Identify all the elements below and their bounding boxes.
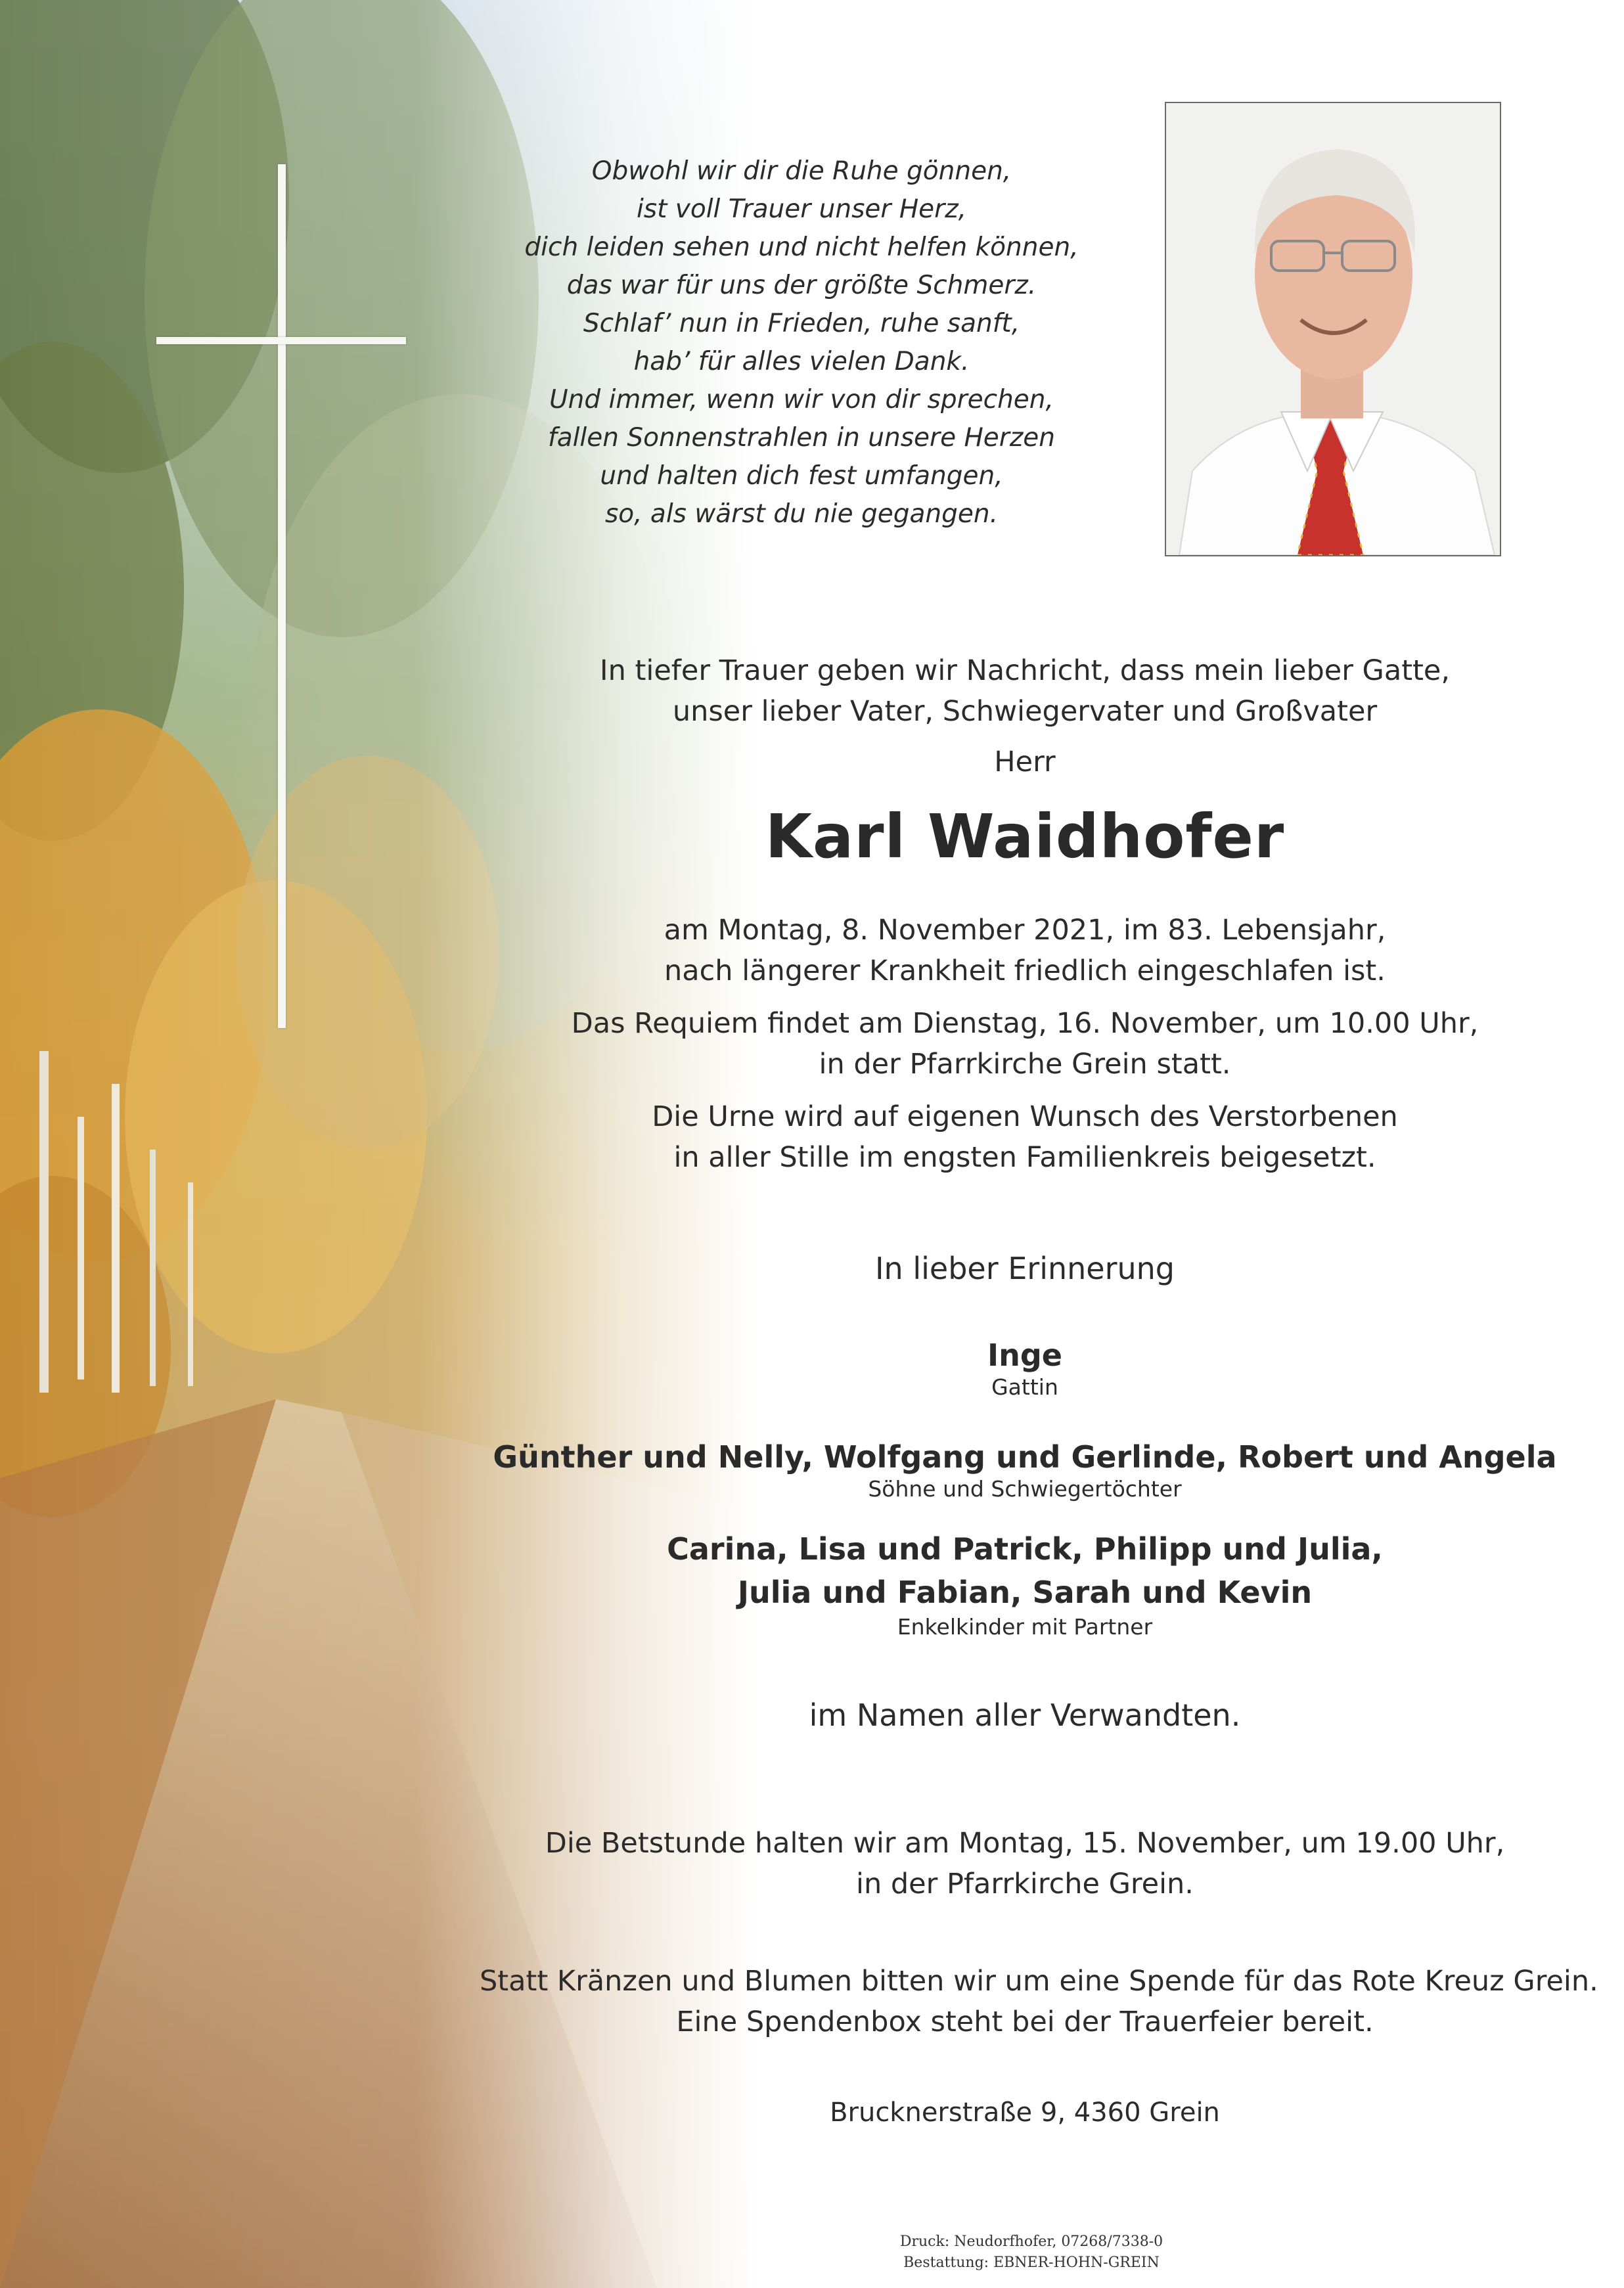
poem-line: das war für uns der größte Schmerz. <box>566 271 1037 300</box>
poem-line: fallen Sonnenstrahlen in unsere Herzen <box>547 423 1056 453</box>
printer-credit: Druck: Neudorfhofer, 07268/7338-0 <box>899 2233 1163 2250</box>
death-line: nach längerer Krankheit friedlich eingeschlafen ist. <box>664 954 1386 987</box>
poem-line: und halten dich fest umfangen, <box>600 461 1003 491</box>
funeral-home-credit: Bestattung: EBNER-HOHN-GREIN <box>903 2254 1160 2271</box>
sons-role: Söhne und Schwiegertöchter <box>868 1476 1182 1502</box>
portrait-photo <box>1165 102 1501 556</box>
donation-line: Eine Spendenbox steht bei der Trauerfeier bereit. <box>676 2006 1374 2038</box>
cross-icon <box>156 164 157 165</box>
sons-names: Günther und Nelly, Wolfgang und Gerlinde, Robert und Angela <box>493 1439 1557 1475</box>
deceased-name: Karl Waidhofer <box>765 801 1285 872</box>
poem-line: hab’ für alles vielen Dank. <box>633 347 970 376</box>
wife-name: Inge <box>987 1337 1062 1373</box>
urn-line: Die Urne wird auf eigenen Wunsch des Verstorbenen <box>652 1100 1398 1133</box>
requiem-line: Das Requiem findet am Dienstag, 16. November, um 10.00 Uhr, <box>571 1007 1479 1040</box>
poem-line: Und immer, wenn wir von dir sprechen, <box>549 385 1054 415</box>
announcement-line: In tiefer Trauer geben wir Nachricht, dass mein lieber Gatte, <box>599 654 1451 687</box>
grandchildren-names: Julia und Fabian, Sarah und Kevin <box>737 1575 1313 1610</box>
urn-line: in aller Stille im engsten Familienkreis beigesetzt. <box>673 1141 1376 1174</box>
poem-line: Obwohl wir dir die Ruhe gönnen, <box>591 156 1012 186</box>
grandchildren-names: Carina, Lisa und Patrick, Philipp und Julia, <box>667 1531 1383 1567</box>
remembrance-heading: In lieber Erinnerung <box>874 1251 1175 1286</box>
wife-role: Gattin <box>991 1374 1058 1400</box>
announcement-line: unser lieber Vater, Schwiegervater und Großvater <box>672 695 1378 728</box>
poem-line: Schlaf’ nun in Frieden, ruhe sanft, <box>583 309 1020 338</box>
memorial-poem <box>473 152 1130 533</box>
salutation: Herr <box>994 746 1056 778</box>
requiem-line: in der Pfarrkirche Grein statt. <box>819 1048 1231 1081</box>
grandchildren-role: Enkelkinder mit Partner <box>897 1614 1153 1640</box>
address: Brucknerstraße 9, 4360 Grein <box>830 2097 1220 2128</box>
poem-line: dich leiden sehen und nicht helfen können, <box>524 233 1079 262</box>
prayer-line: Die Betstunde halten wir am Montag, 15. November, um 19.00 Uhr, <box>545 1827 1505 1860</box>
print-footer <box>815 2232 1248 2274</box>
relatives-line: im Namen aller Verwandten. <box>809 1697 1241 1733</box>
poem-line: so, als wärst du nie gegangen. <box>604 499 999 529</box>
poem-line: ist voll Trauer unser Herz, <box>636 194 967 224</box>
prayer-line: in der Pfarrkirche Grein. <box>856 1868 1194 1900</box>
death-line: am Montag, 8. November 2021, im 83. Lebensjahr, <box>664 914 1386 947</box>
donation-line: Statt Kränzen und Blumen bitten wir um eine Spende für das Rote Kreuz Grein. <box>480 1965 1598 1998</box>
